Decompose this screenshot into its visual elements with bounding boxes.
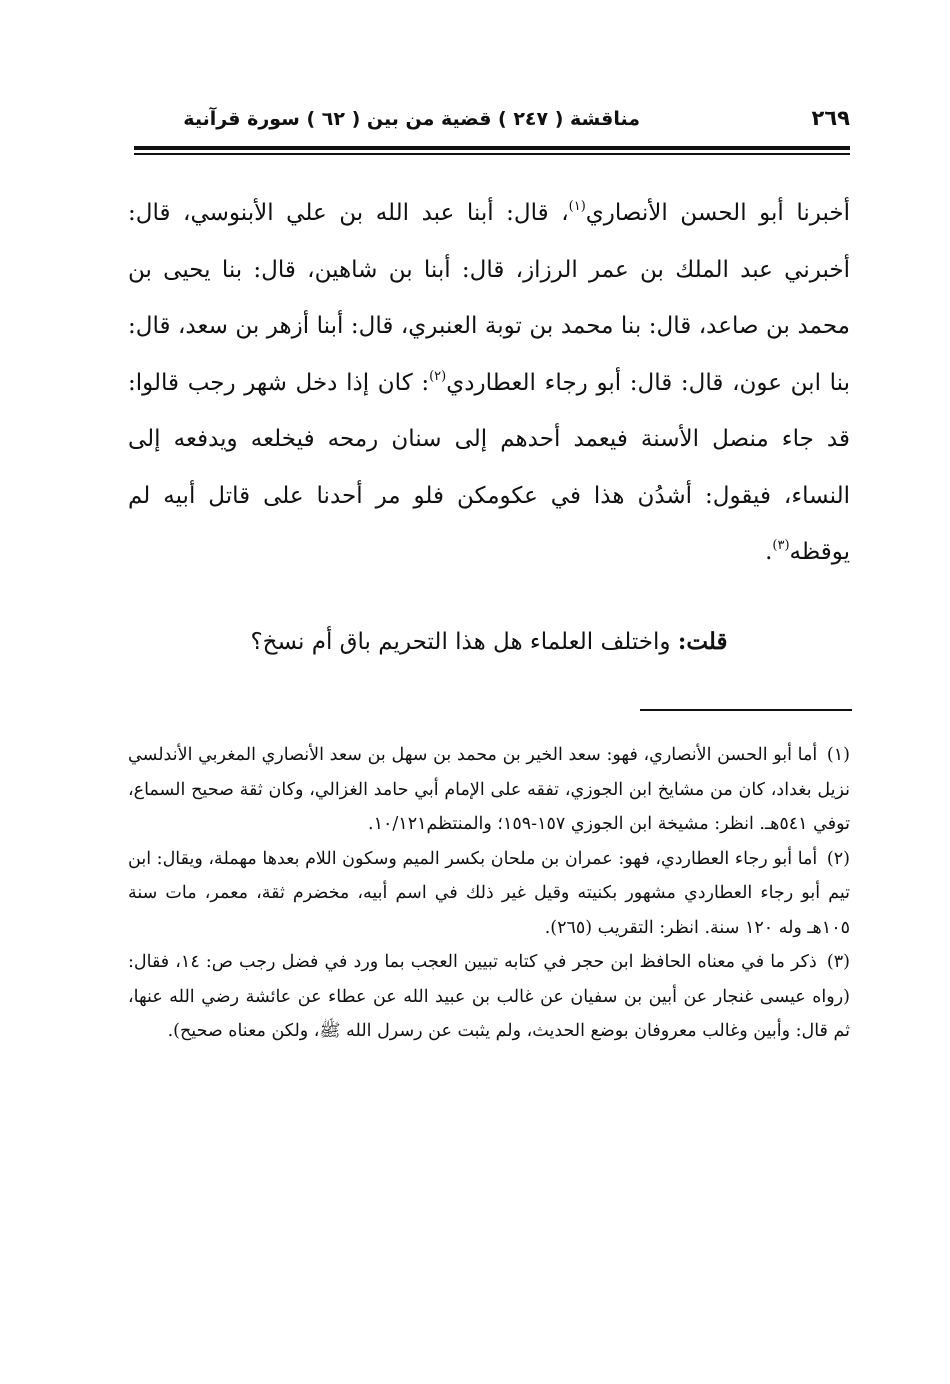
running-title: مناقشة ( ٢٤٧ ) قضية من بين ( ٦٢ ) سورة قرآنية — [183, 108, 640, 130]
footnote-ref-3: (٣) — [772, 538, 790, 553]
footnotes — [128, 738, 850, 1049]
paragraph-text-2: ، قال: أبنا عبد الله بن علي الأبنوسي، قال: أخبرني عبد الملك بن عمر الرزاز، قال: أبنا بن شاهين، قال: بنا يحيى بن محمد بن صاعد، قال: بنا محمد بن توبة العنبري، قال: أبنا أزهر بن سعد، قال: بنا ابن عون، قال: قال: أبو رجاء العطاردي — [128, 200, 850, 396]
header-rule-thin — [134, 153, 850, 155]
paragraph-text-3: : كان إذا دخل شهر رجب قالوا: قد جاء منصل الأسنة فيعمد أحدهم إلى سنان رمحه فيخلعه ويدفعه إلى النساء، فيقول: أشدُن هذا في عكومكن فلو مر أحدنا على قاتل أبيه لم يوقظه — [128, 369, 850, 565]
footnote-3 — [128, 945, 850, 1049]
footnote-number: (٢) — [826, 848, 850, 869]
question-lead: قلت: — [677, 628, 728, 655]
footnote-number: (٣) — [826, 952, 850, 972]
question-text: واختلف العلماء هل هذا التحريم باق أم نسخ؟ — [250, 629, 678, 655]
footnote-ref-2: (٢) — [429, 368, 447, 384]
footnote-text: أما أبو الحسن الأنصاري، فهو: سعد الخير بن محمد بن سهل بن سعد الأنصاري المغربي الأندلسي نزيل بغداد، كان من مشايخ ابن الجوزي، تفقه على الإمام أبي حامد الغزالي، وكان ثقة صحيح السماع، توفي ٥٤١هـ. انظر: مشيخة ابن الجوزي ١٥٧-١٥٩؛ والمنتظم١٠/١٢١. — [128, 745, 850, 834]
header-rule-thick — [134, 146, 850, 150]
footnote-number: (١) — [826, 745, 850, 765]
footnote-1 — [128, 738, 850, 842]
footnote-2 — [128, 842, 850, 946]
page-number: ٢٦٩ — [811, 106, 850, 130]
footnote-text: أما أبو رجاء العطاردي، فهو: عمران بن ملحان بكسر الميم وسكون اللام بعدها مهملة، ويقال: ابن تيم أبو رجاء العطاردي مشهور بكنيته وقيل غير ذلك في اسم أبيه، مخضرم ثقة، معمر، مات سنة ١٠٥هـ وله ١٢٠ سنة. انظر: التقريب (٢٦٥). — [128, 848, 850, 938]
footnote-text: ذكر ما في معناه الحافظ ابن حجر في كتابه تبيين العجب بما ورد في فضل رجب ص: ١٤، فقال: (رواه عيسى غنجار عن أبين بن سفيان عن غالب بن عبيد الله عن عطاء عن عائشة رضي الله عنها، ثم قال: وأبين وغالب معروفان بوضع الحديث، ولم يثبت عن رسرل الله ﷺ، ولكن معناه صحيح). — [128, 952, 850, 1041]
footnote-separator — [640, 709, 852, 711]
paragraph-text-1: أخبرنا أبو الحسن الأنصاري — [585, 200, 851, 226]
main-paragraph — [128, 185, 850, 581]
page-header — [134, 100, 850, 144]
footnote-ref-1: (١) — [568, 199, 586, 214]
paragraph-end: . — [765, 539, 773, 565]
question-line — [128, 614, 850, 670]
